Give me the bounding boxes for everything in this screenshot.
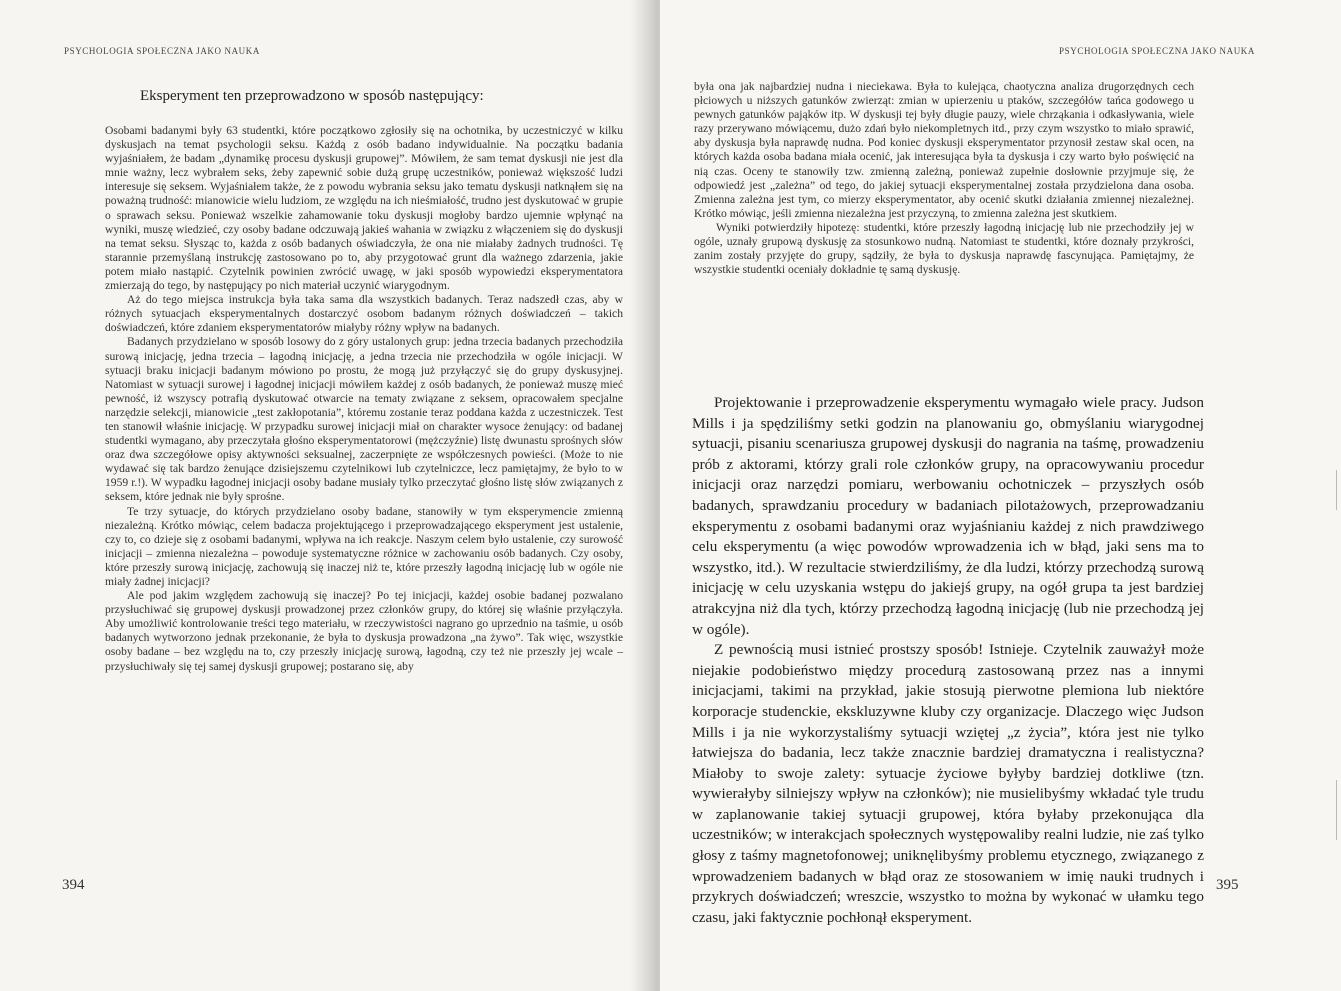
- left-paragraph-1: Osobami badanymi były 63 studentki, które początkowo zgłosiły się na ochotnika, by uczestniczyć w kilku dyskusjach na temat psychologii seksu. Każdą z osób badano indywidualnie. Na początku badania wyjaśniałem, że badam „dynamikę procesu dyskusji grupowej”. Mówiłem, że sam temat dyskusji nie jest dla mnie ważny, lecz wybrałem seks, żeby zapewnić sobie dużą grupę uczestników, ponieważ większość ludzi interesuje się seksem. Wyjaśniałem także, że z powodu wybrania seksu jako tematu dyskusji natknąłem się na poważną trudność: mianowicie wielu ludziom, ze względu na ich nieśmiałość, trudno jest dyskutować w grupie o sprawach seksu. Ponieważ wszelkie zahamowanie toku dyskusji mogłoby bardzo ujemnie wpłynąć na wyniki, muszę wiedzieć, czy osoby badane odczuwają jakieś wahania w związku z włączeniem się do dyskusji na temat seksu. Słysząc to, każda z osób badanych oświadczyła, że ona nie miałaby żadnych trudności. Tę starannie przemyślaną instrukcję zastosowano po to, aby przygotować grunt dla ważnego zdarzenia, jakie potem miało nastąpić. Czytelnik powinien zwrócić uwagę, w jaki sposób wypowiedzi eksperymentatora zmierzają do tego, by następujący po nich materiał uczynić wiarygodnym.: [105, 124, 623, 293]
- page-edge-mark: [1336, 780, 1337, 840]
- right-large-paragraph-1: Projektowanie i przeprowadzenie eksperymentu wymagało wiele pracy. Judson Mills i ja spędziliśmy setki godzin na planowaniu go, obmyślaniu wiarygodnej sytuacji, pisaniu scenariusza grupowej dyskusji do nagrania na taśmę, prowadzeniu prób z aktorami, którzy grali role członków grupy, na opracowywaniu procedur inicjacji oraz narzędzi pomiaru, werbowaniu ochotniczek – przyszłych osób badanych, sprawdzaniu procedury w badaniach pilotażowych, przeprowadzaniu eksperymentu z osobami badanymi oraz wyjaśnianiu każdej z nich prawdziwego celu eksperymentu (a więc powodów wprowadzenia ich w błąd, jaki sens ma to wszystko, itd.). W rezultacie stwierdziliśmy, że dla ludzi, którzy przechodzą surową inicjację w celu uzyskania wstępu do jakiejś grupy, na ogół grupa ta jest bardziej atrakcyjna niż dla tych, którzy przechodzą łagodną inicjację (lub nie przechodzą jej w ogóle).: [692, 394, 1204, 638]
- left-paragraph-2: Aż do tego miejsca instrukcja była taka sama dla wszystkich badanych. Teraz nadszedł czas, aby w różnych sytuacjach eksperymentalnych dostarczyć osobom badanym różnych doświadczeń – takich doświadczeń, które zdaniem eksperymentatorów miałyby różny wpływ na badanych.: [105, 293, 623, 335]
- right-small-paragraph-1: była ona jak najbardziej nudna i nieciekawa. Była to kulejąca, chaotyczna analiza drugorzędnych cech płciowych u niższych gatunków zwierząt: zmian w upierzeniu u ptaków, szczegółów tańca godowego u pewnych gatunków pająków itp. W dyskusji tej były długie pauzy, wiele chrząkania i odkasływania, wiele razy przerywano mówiącemu, dużo zdań było niekompletnych itd., przy czym wszystko to miało sprawić, aby dyskusja była naprawdę nudna. Pod koniec dyskusji eksperymentator przynosił zestaw skal ocen, na których każda osoba badana miała ocenić, jak interesująca była ta dyskusja i czy warto było poświęcić na nią czas. Oceny te stanowiły tzw. zmienną zależną, ponieważ zupełnie dosłownie przyjmuje się, że odpowiedź jest „zależna” od tego, do jakiej sytuacji eksperymentalnej została przydzielona dana osoba. Zmienna zależna jest tym, co mierzy eksperymentator, aby ocenić skutki działania zmiennej niezależnej. Krótko mówiąc, jeśli zmienna niezależna jest przyczyną, to zmienna zależna jest skutkiem.: [694, 80, 1194, 220]
- left-paragraph-5: Ale pod jakim względem zachowują się inaczej? Po tej inicjacji, każdej osobie badanej pozwalano przysłuchiwać się grupowej dyskusji prowadzonej przez członków grupy, do której się właśnie przyłączyła. Aby umożliwić kontrolowanie treści tego materiału, w rzeczywistości nagrano go uprzednio na taśmie, u osób badanych wytworzono jednak przekonanie, że była to dyskusja prowadzona „na żywo”. Tak więc, wszystkie osoby badane – bez względu na to, czy przeszły inicjację surową, łagodną, czy też nie przeszły jej wcale – przysłuchiwały się tej samej dyskusji grupowej; postarano się, aby: [105, 589, 623, 673]
- page-number-right: 395: [1216, 877, 1239, 893]
- right-small-text: [694, 80, 1194, 277]
- left-body-text: [105, 124, 623, 674]
- lead-sentence: Eksperyment ten przeprowadzono w sposób następujący:: [140, 88, 484, 104]
- left-paragraph-4: Te trzy sytuacje, do których przydzielano osoby badane, stanowiły w tym eksperymencie zmienną niezależną. Krótko mówiąc, celem badacza projektującego i przeprowadzającego eksperyment jest ustalenie, czy to, co dzieje się z osobami badanymi, wpływa na ich reakcje. Naszym celem było ustalenie, czy surowość inicjacji – zmienna niezależna – powoduje systematyczne różnice w zachowaniu osób badanych. Czy osoby, które przeszły surową inicjację, zachowują się inaczej niż te, które przeszły łagodną inicjację lub w ogóle nie miały żadnej inicjacji?: [105, 504, 623, 588]
- left-page: [0, 0, 650, 991]
- running-head-left: PSYCHOLOGIA SPOŁECZNA JAKO NAUKA: [64, 46, 260, 56]
- running-head-right: PSYCHOLOGIA SPOŁECZNA JAKO NAUKA: [1059, 46, 1255, 56]
- right-large-paragraph-2: Z pewnością musi istnieć prostszy sposób! Istnieje. Czytelnik zauważył może niejakie podobieństwo między procedurą zastosowaną przez nas a innymi inicjacjami, takimi na przykład, jakie stosują pierwotne plemiona lub niektóre korporacje studenckie, ekskluzywne kluby czy organizacje. Dlaczego więc Judson Mills i ja nie wykorzystaliśmy sytuacji wziętej „z życia”, która jest nie tylko łatwiejsza do badania, lecz także znacznie bardziej dramatyczna i realistyczna? Miałoby to swoje zalety: sytuacje życiowe byłyby bardziej dotkliwe (tzn. wywierałyby silniejszy wpływ na członków); nie musielibyśmy wkładać tyle trudu w zaplanowanie takiej sytuacji grupowej, która byłaby przekonująca dla uczestników; w interakcjach społecznych występowaliby realni ludzie, nie zaś tylko głosy z taśmy magnetofonowej; uniknęlibyśmy problemu etycznego, związanego z wprowadzeniem badanych w błąd oraz ze stosowaniem w imię nauki trudnych i przykrych doświadczeń; wreszcie, wszystko to można by wykonać w ułamku tego czasu, jaki faktycznie pochłonął eksperyment.: [692, 641, 1204, 926]
- right-page: [660, 0, 1341, 991]
- right-large-text: [692, 393, 1204, 928]
- left-paragraph-3: Badanych przydzielano w sposób losowy do z góry ustalonych grup: jedna trzecia badanych przechodziła surową inicjację, jedna trzecia – łagodną inicjację, a jedna trzecia nie przechodziła w ogóle inicjacji. W sytuacji braku inicjacji badanym mówiono po prostu, że mogą już przyłączyć się do grupy dyskusyjnej. Natomiast w sytuacji surowej i łagodnej inicjacji mówiłem każdej z osób badanych, że ponieważ muszę mieć pewność, iż wszyscy potrafią dyskutować otwarcie na tematy związane z seksem, opracowałem specjalne narzędzie selekcji, mianowicie „test zakłopotania”, któremu zostanie teraz poddana każda z uczestniczek. Test ten stanowił właśnie inicjację. W przypadku surowej inicjacji miał on charakter wysoce żenujący: od badanej studentki wymagano, aby przeczytała głośno eksperymentatorowi (mężczyźnie) listę dwunastu sprośnych słów oraz dwa szczegółowe opisy aktywności seksualnej, zaczerpnięte ze współczesnych powieści. (Może to nie wydawać się tak bardzo żenujące dzisiejszemu czytelnikowi lub czytelniczce, lecz pamiętajmy, że było to w 1959 r.!). W wypadku łagodnej inicjacji osoby badane musiały tylko przeczytać głośno listę słów związanych z seksem, które jednak nie były sprośne.: [105, 335, 623, 504]
- page-number-left: 394: [62, 877, 85, 893]
- right-small-paragraph-2: Wyniki potwierdziły hipotezę: studentki, które przeszły łagodną inicjację lub nie przechodziły jej w ogóle, uznały grupową dyskusję za stosunkowo nudną. Natomiast te studentki, które doznały przykrości, zanim zostały przyjęte do grupy, sądziły, że była to dyskusja naprawdę fascynująca. Pamiętajmy, że wszystkie studentki oceniały dokładnie tę samą dyskusję.: [694, 220, 1194, 277]
- page-edge-mark: [1336, 470, 1337, 510]
